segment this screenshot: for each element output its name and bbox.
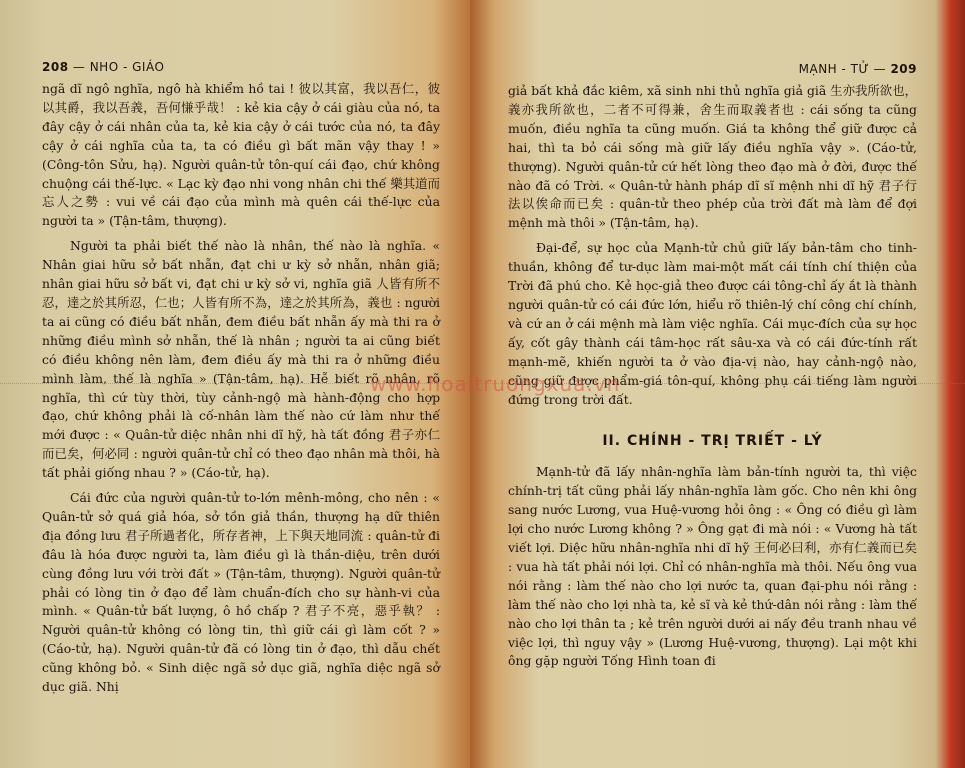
left-paragraph-2: Người ta phải biết thế nào là nhân, thế nào là nghĩa. « Nhân giai hữu sở bất nhẫn, đạt chi ư kỳ sở nhẫn, nhân giã; nhân giai hữu sở bất vi, đạt chi ư kỳ sở vi, nghĩa giã 人皆有所不忍，達之於其所忍，仁也；人皆有所不為，達之於其所為，義也 : người ta ai cũng có điều bất nhẫn, đem điều bất nhẫn ấy mà thi ra ở những điều mình sở nhẫn, thế là nhân ; người ta ai cũng biết có điều không nên làm, đem điều ấy mà thi ra ở những điều mình làm, thế là nghĩa » (Tận-tâm, hạ). Hễ biết rõ nhân, rõ nghĩa, thì cứ tùy thời, tùy cảnh-ngộ mà hành-động cho hợp đạo, chứ không phải là cố-nhân làm thế nào cứ làm như thế mới được : « Quân-tử diệc nhân nhi dĩ hỹ, hà tất đồng 君子亦仁而已矣，何必同 : người quân-tử chỉ có theo đạo nhân mà thôi, hà tất phải giống nhau ? » (Cáo-tử, hạ).	[42, 238, 440, 481]
left-paragraph-3: Cái đức của người quân-tử to-lớn mênh-mông, cho nên : « Quân-tử sở quá giả hóa, sở tồn giả thần, thượng hạ dữ thiên địa đồng lưu 君子所過者化，所存者神，上下與天地同流 : quân-tử đi đâu là hóa được người ta, làm điều gì là thần-diệu, trên dưới cùng đồng lưu với trời đất » (Tận-tâm, thượng). Người quân-tử phải có lòng tin ở đạo để làm chuẩn-đích cho sự hành-vi của mình. « Quân-tử bất lượng, ô hồ chấp ? 君子不亮，惡乎執？ : Người quân-tử không có lòng tin, thì giữ cái gì làm cốt ? » (Cáo-tử, hạ). Người quân-tử đã có lòng tin ở đạo, thì dẫu chết cũng không bỏ. « Sinh diệc ngã sở dục giã, nghĩa diệc ngã sở dục giã. Nhị	[42, 490, 440, 695]
right-paragraph-1: giả bất khả đắc kiêm, xã sinh nhi thủ nghĩa giả giã 生亦我所欲也，義亦我所欲也，二者不可得兼，舍生而取義者也 : cái sống ta cũng muốn, điều nghĩa ta cũng muốn. Giá ta không thể giữ được cả hai, thì ta bỏ cái sống mà giữ lấy điều nghĩa vậy ». (Cáo-tử, thượng). Người quân-tử cứ hết lòng theo đạo mà ở đời, được thế nào đã có Trời. « Quân-tử hành pháp dĩ sĩ mệnh nhi dĩ hỹ 君子行法以俟命而已矣 : quân-tử theo phép của trời đất mà làm để đợi mệnh mà thôi » (Tận-tâm, hạ).	[508, 83, 917, 231]
right-running-title: MẠNH - TỬ —	[798, 62, 887, 76]
left-running-title: — NHO - GIÁO	[72, 60, 165, 74]
watermark-rule	[0, 383, 965, 384]
right-paragraph-3: Mạnh-tử đã lấy nhân-nghĩa làm bản-tính người ta, thì việc chính-trị tất cũng phải lấy nhân-nghĩa làm gốc. Cho nên khi ông sang nước Lương, vua Huệ-vương hỏi ông : « Ông có điều gì làm lợi cho nước Lương không ? » Ông gạt đi mà nói : « Vương hà tất viết lợi. Diệc hữu nhân-nghĩa nhi dĩ hỹ 王何必曰利，亦有仁義而已矣 : vua hà tất phải nói lợi. Chỉ có nhân-nghĩa mà thôi. Nếu ông vua nói rằng : làm thế nào cho lợi nước ta, quan đại-phu nói rằng : làm thế nào cho lợi nhà ta, kẻ sĩ và kẻ thứ-dân nói rằng : làm thế nào cho lợi thân ta ; kẻ trên người dưới ai nấy đều tranh nhau về việc lợi, thì nguy vậy » (Lương Huệ-vương, thượng). Lại một khi ông gặp người Tống Hình toan đi	[508, 464, 917, 669]
right-running-header	[508, 60, 917, 78]
watermark-text: www.hoaitruongxua.vn	[370, 372, 621, 396]
left-running-header	[42, 58, 440, 76]
right-page-number: 209	[890, 62, 917, 76]
left-paragraph-1: ngã dĩ ngô nghĩa, ngô hà khiểm hồ tai ! 彼以其富，我以吾仁，彼以其爵，我以吾義，吾何慊乎哉！ : kẻ kia cậy ở cái giàu của nó, ta đây cậy ở cái nhân của ta, kẻ kia cậy ở cái tước của nó, ta đây cậy ở cái nghĩa của ta, ta có điều gì bất mãn vậy thay ! » (Công-tôn Sửu, hạ). Người quân-tử tôn-quí cái đạo, chứ không chuộng cái thế-lực. « Lạc kỳ đạo nhi vong nhân chi thế 樂其道而忘人之勢 : vui về cái đạo của mình mà quên cái thế-lực của người ta » (Tận-tâm, thượng).	[42, 81, 440, 229]
left-page	[0, 0, 470, 768]
right-paragraph-2: Đại-để, sự học của Mạnh-tử chủ giữ lấy bản-tâm cho tinh-thuần, không để tư-dục làm mai-một mất cái tính chí thiện của Trời đã phú cho. Kẻ học-giả theo được cái tông-chỉ ấy ắt là thành người quân-tử có cái đức lớn, hiểu rõ thiên-lý chí công chí chính, và cứ an ở cái mệnh mà làm việc nghĩa. Cái mục-đích của sự học ấy, cốt gây thành cái tâm-học rất sâu-xa và có cái đức-tính rất mạnh-mẽ, khiến người ta ở vào địa-vị nào, hay cảnh-ngộ nào, cũng giữ được phẩm-giá tôn-quí, không phụ cái tiếng làm người đứng trong trời đất.	[508, 240, 917, 407]
right-page	[470, 0, 965, 768]
left-page-number: 208	[42, 60, 69, 74]
section-title: II. CHÍNH - TRỊ TRIẾT - LÝ	[602, 433, 823, 450]
